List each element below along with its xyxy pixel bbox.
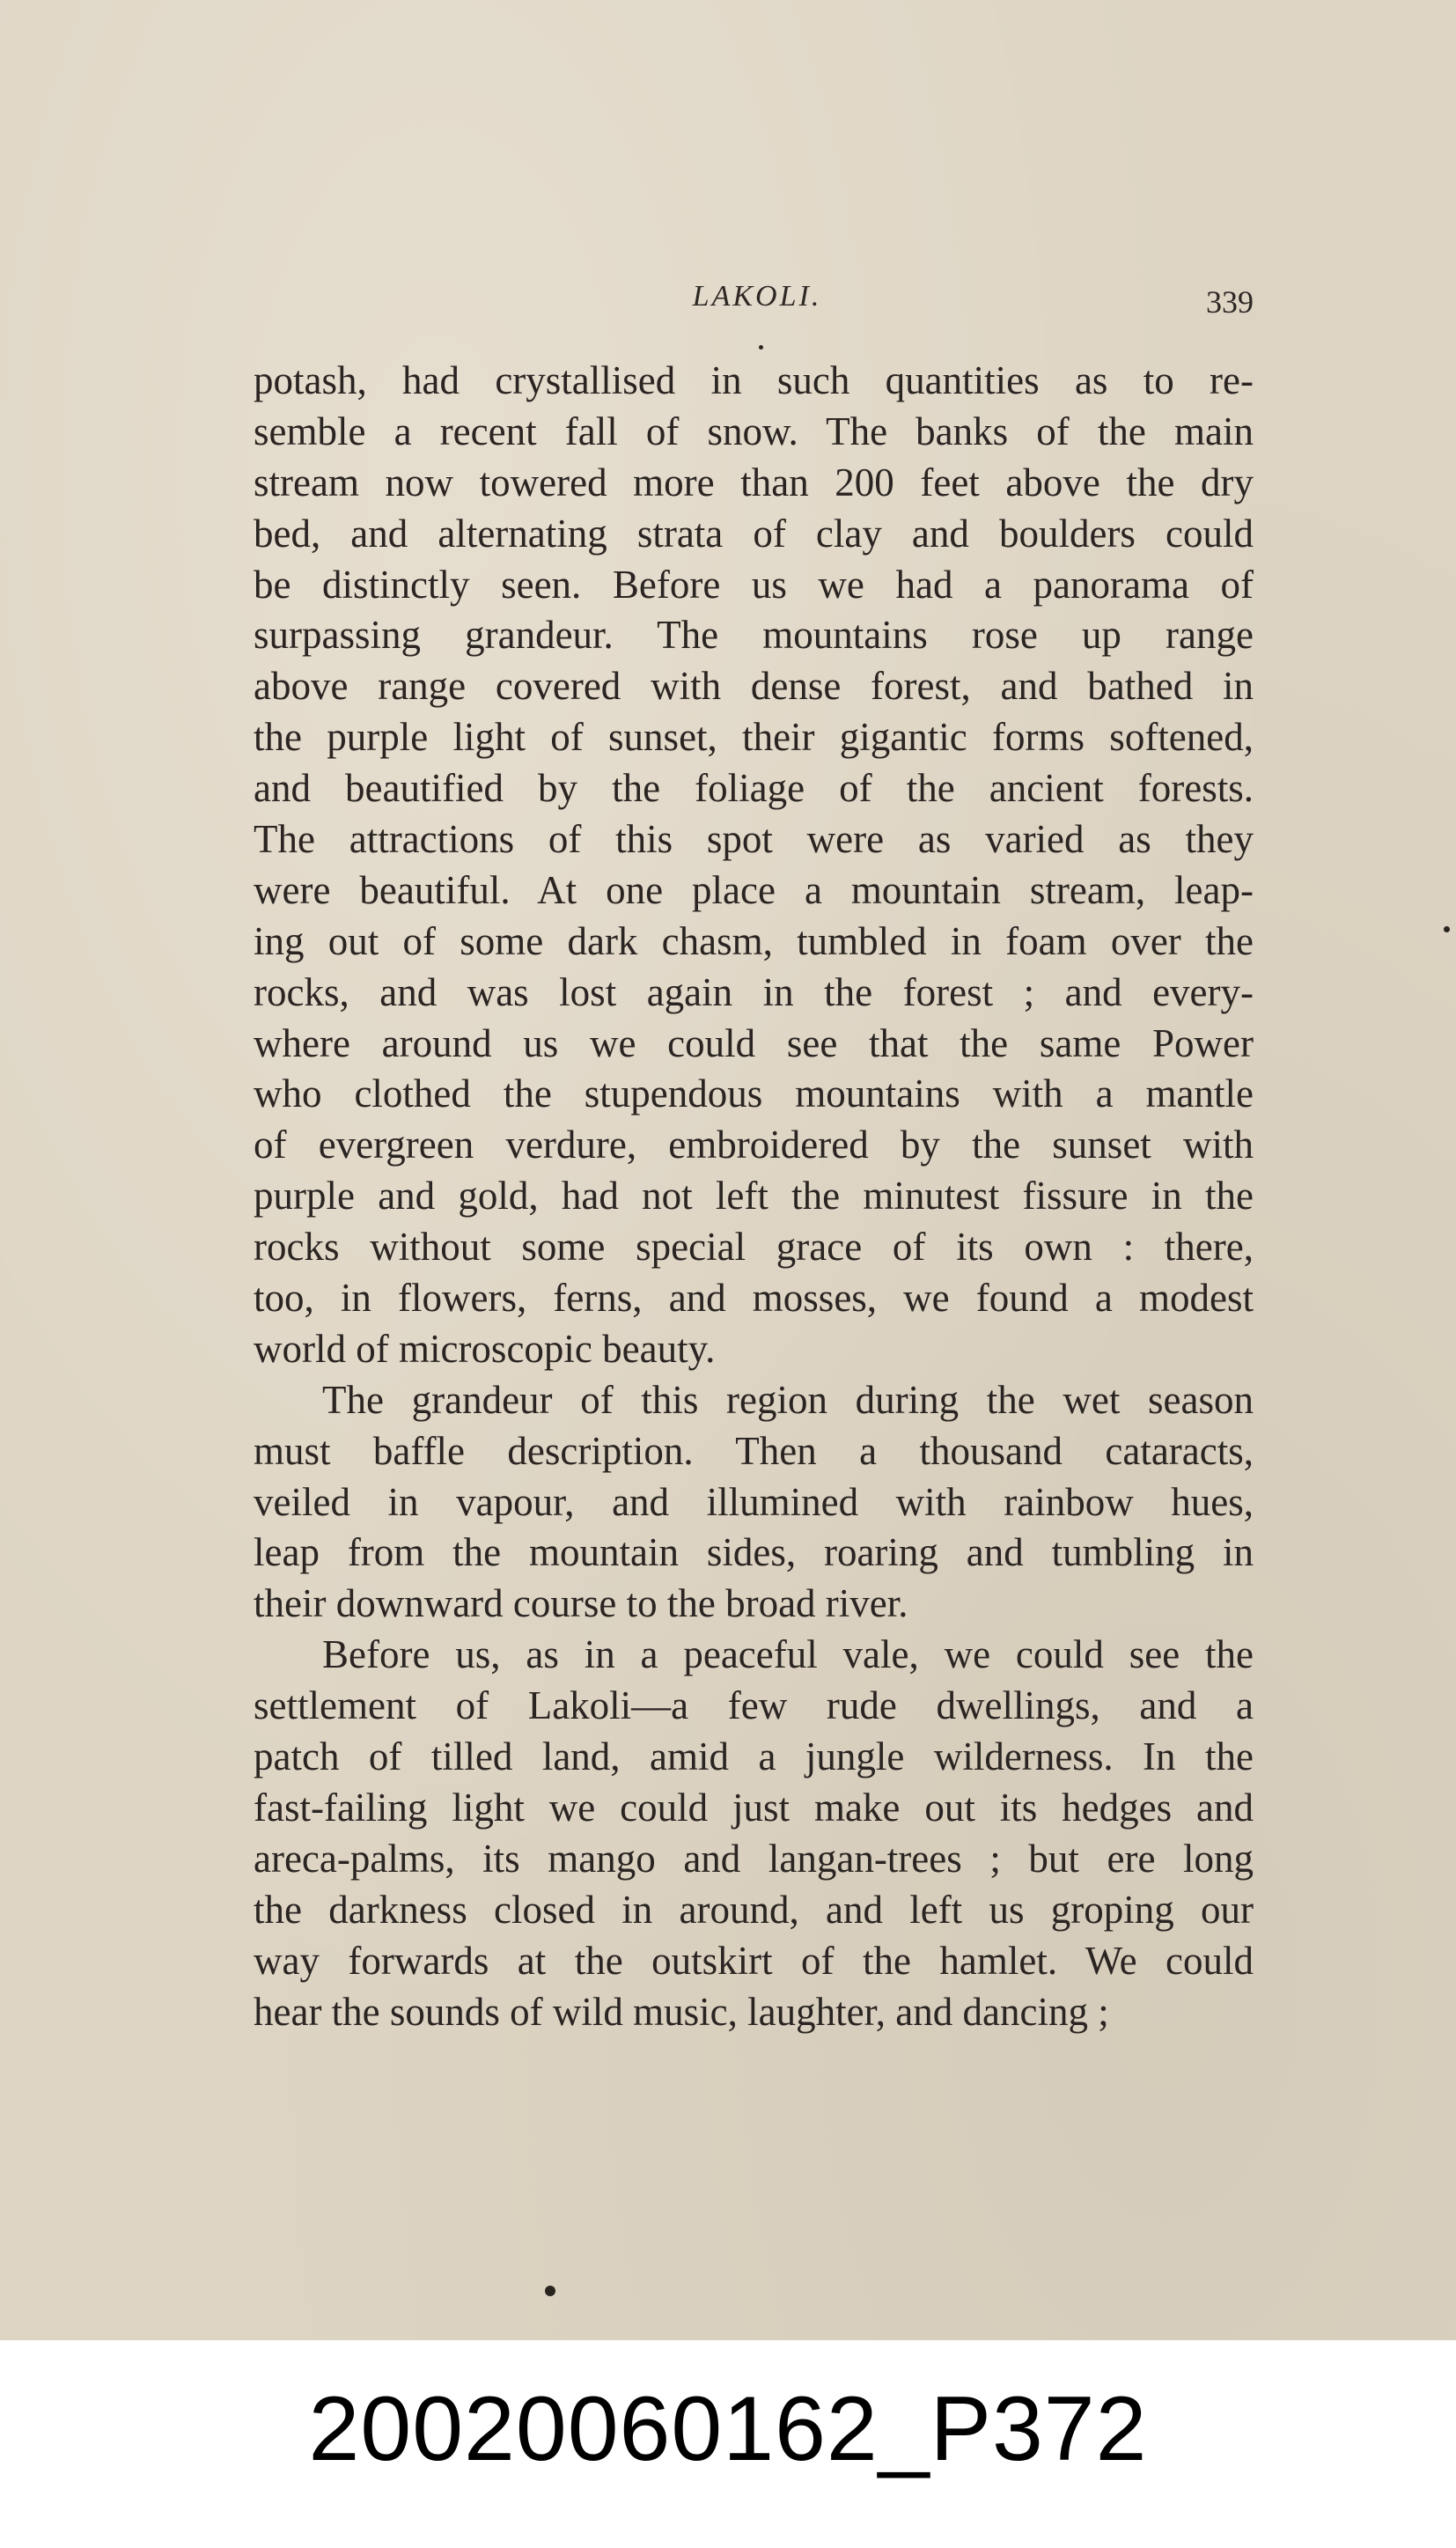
text-line: and beautified by the foliage of the ancient forests. [254, 766, 1254, 811]
accession-label: 20020060162_P372 [308, 2378, 1148, 2480]
page-number: 339 [1206, 284, 1254, 320]
text-line: above range covered with dense forest, and bathed in [254, 664, 1254, 709]
ink-speck-right [1444, 926, 1450, 932]
text-line: of evergreen verdure, embroidered by the sunset with [254, 1123, 1254, 1167]
text-line: their downward course to the broad river. [254, 1581, 908, 1626]
text-line: leap from the mountain sides, roaring and tumbling in [254, 1530, 1254, 1575]
page-header [255, 280, 1254, 324]
text-line: stream now towered more than 200 feet above the dry [254, 460, 1254, 504]
text-line: way forwards at the outskirt of the hamlet. We could [254, 1938, 1254, 1983]
text-line: fast-failing light we could just make out its hedges and [254, 1785, 1254, 1830]
text-line: who clothed the stupendous mountains with a mantle [254, 1071, 1254, 1116]
text-line: semble a recent fall of snow. The banks of the main [254, 409, 1254, 453]
text-line: where around us we could see that the same Power [254, 1020, 1254, 1065]
text-line: Before us, as in a peaceful vale, we could see the [322, 1632, 1254, 1677]
text-line: must baffle description. Then a thousand cataracts, [254, 1428, 1254, 1473]
ink-speck-top [759, 345, 763, 350]
text-line: be distinctly seen. Before us we had a panorama of [254, 562, 1254, 607]
running-head: LAKOLI. [692, 280, 822, 313]
body-text [254, 356, 1254, 2037]
text-line: potash, had crystallised in such quantities as to re- [254, 358, 1254, 402]
text-line: world of microscopic beauty. [254, 1326, 716, 1371]
text-line: The attractions of this spot were as varied as they [254, 817, 1254, 862]
text-line: surpassing grandeur. The mountains rose up range [254, 613, 1254, 658]
text-line: were beautiful. At one place a mountain stream, leap- [254, 867, 1254, 912]
text-line: hear the sounds of wild music, laughter, and dancing ; [254, 1989, 1109, 2034]
text-line: areca-palms, its mango and langan-trees ; but ere long [254, 1836, 1254, 1881]
text-line: veiled in vapour, and illumined with rainbow hues, [254, 1479, 1254, 1524]
ink-speck-bottom [545, 2286, 555, 2296]
text-line: the purple light of sunset, their gigantic forms softened, [254, 715, 1254, 760]
text-line: too, in flowers, ferns, and mosses, we found a modest [254, 1276, 1254, 1321]
text-line: the darkness closed in around, and left us groping our [254, 1887, 1254, 1932]
text-line: bed, and alternating strata of clay and boulders could [254, 511, 1254, 556]
text-line: rocks, and was lost again in the forest ; and every- [254, 969, 1254, 1014]
text-line: patch of tilled land, amid a jungle wilderness. In the [254, 1734, 1254, 1779]
text-line: purple and gold, had not left the minutest fissure in the [254, 1174, 1254, 1219]
text-line: The grandeur of this region during the wet season [322, 1377, 1254, 1422]
text-line: rocks without some special grace of its own : there, [254, 1225, 1254, 1270]
text-line: ing out of some dark chasm, tumbled in foam over the [254, 918, 1254, 963]
text-line: settlement of Lakoli—a few rude dwellings, and a [254, 1683, 1254, 1728]
